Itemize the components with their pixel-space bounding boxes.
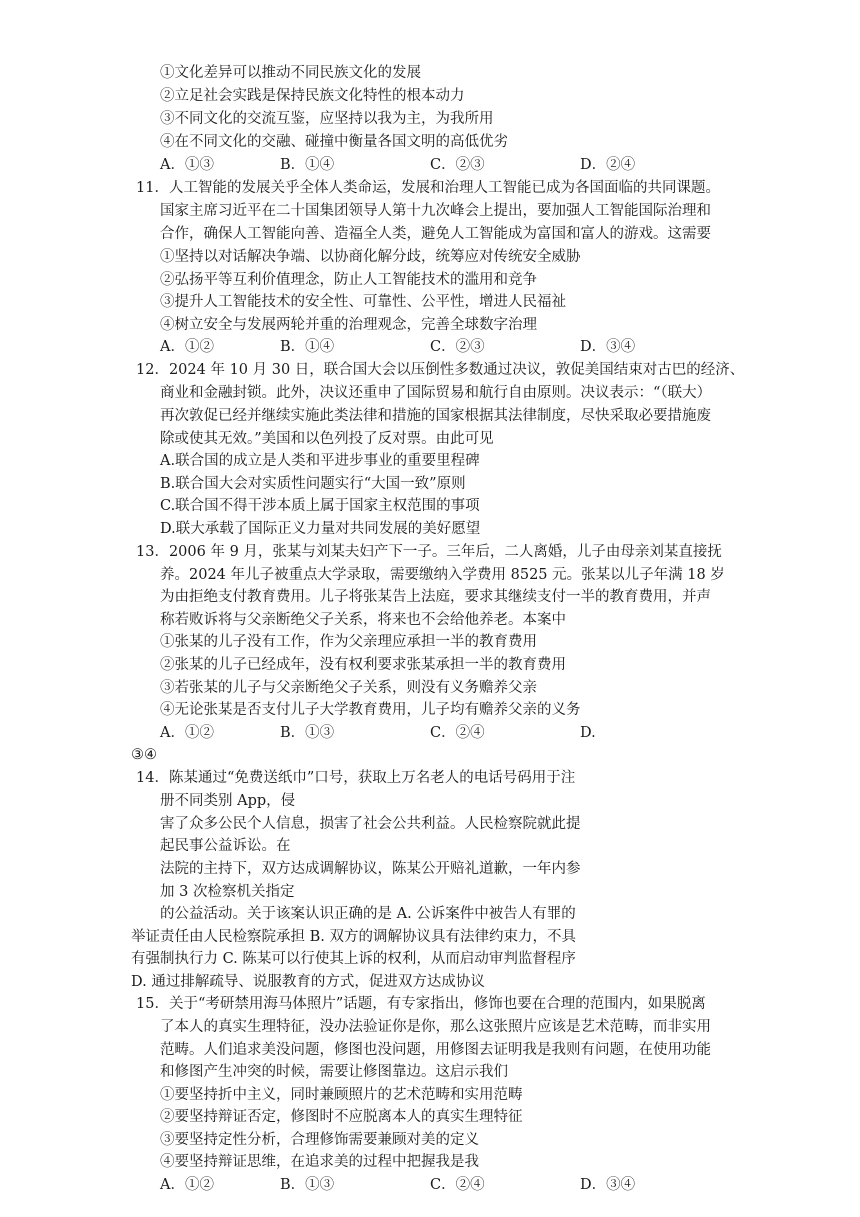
q14-line-3: 害了众多公民个人信息，损害了社会公共利益。人民检察院就此提 <box>160 816 581 832</box>
q10-option-b: B．①④ <box>280 157 335 173</box>
q13-stem-line-3: 为由拒绝支付教育费用。儿子将张某告上法庭，要求其继续支付一半的教育费用，并声 <box>160 589 711 605</box>
q12-option-c: C.联合国不得干涉本质上属于国家主权范围的事项 <box>160 498 480 514</box>
q11-option-d: D．③④ <box>580 339 636 355</box>
q11-stem-line-1: 11．人工智能的发展关乎全体人类命运，发展和治理人工智能已成为各国面临的共同课题。 <box>136 180 720 196</box>
q13-option-b: B．①③ <box>280 725 335 741</box>
q14-line-8: 举证责任由人民检察院承担 B. 双方的调解协议具有法律约束力，不具 <box>131 929 576 945</box>
q15-option-d: D．③④ <box>580 1177 636 1193</box>
q11-statement-1: ①坚持以对话解决争端、以协商化解分歧，统筹应对传统安全威胁 <box>160 249 581 265</box>
q10-statement-1: ①文化差异可以推动不同民族文化的发展 <box>160 65 421 81</box>
q15-option-a: A．①② <box>160 1177 214 1193</box>
q11-stem-line-2: 国家主席习近平在二十国集团领导人第十九次峰会上提出，要加强人工智能国际治理和 <box>160 203 711 219</box>
q15-statement-1: ①要坚持折中主义，同时兼顾照片的艺术范畴和实用范畴 <box>160 1087 523 1103</box>
q15-statement-2: ②要坚持辩证否定，修图时不应脱离本人的真实生理特征 <box>160 1109 523 1125</box>
q14-line-4: 起民事公益诉讼。在 <box>160 838 291 854</box>
q11-option-a: A．①② <box>160 339 214 355</box>
q15-stem-line-2: 了本人的真实生理特征，没办法验证你是你，那么这张照片应该是艺术范畴，而非实用 <box>160 1019 711 1035</box>
q14-line-9: 有强制执行力 C. 陈某可以行使其上诉的权利，从而启动审判监督程序 <box>131 951 576 967</box>
q12-stem-line-1: 12．2024 年 10 月 30 日，联合国大会以压倒性多数通过决议，敦促美国结束对古巴的经济、 <box>136 362 745 378</box>
q11-statement-3: ③提升人工智能技术的安全性、可靠性、公平性，增进人民福祉 <box>160 294 566 310</box>
q10-statement-3: ③不同文化的交流互鉴，应坚持以我为主，为我所用 <box>160 111 494 127</box>
q13-option-d: D. <box>580 725 596 741</box>
q14-line-6: 加 3 次检察机关指定 <box>160 884 295 900</box>
q13-option-a: A．①② <box>160 725 214 741</box>
q14-line-5: 法院的主持下，双方达成调解协议，陈某公开赔礼道歉，一年内参 <box>160 861 581 877</box>
q12-stem-line-4: 除或使其无效。”美国和以色列投了反对票。由此可见 <box>160 431 494 447</box>
q11-statement-2: ②弘扬平等互利价值理念，防止人工智能技术的滥用和竞争 <box>160 272 537 288</box>
q14-line-2: 册不同类别 App，侵 <box>160 793 296 809</box>
q12-stem-line-3: 再次敦促已经并继续实施此类法律和措施的国家根据其法律制度，尽快采取必要措施废 <box>160 408 711 424</box>
q11-option-c: C．②③ <box>430 339 485 355</box>
q12-option-a: A.联合国的成立是人类和平进步事业的重要里程碑 <box>160 453 480 469</box>
q12-option-b: B.联合国大会对实质性问题实行“大国一致”原则 <box>160 476 466 492</box>
q15-statement-4: ④要坚持辩证思维，在追求美的过程中把握我是我 <box>160 1154 479 1170</box>
q13-option-d-wrap: ③④ <box>131 747 157 763</box>
q14-line-10: D. 通过排解疏导、说服教育的方式，促进双方达成协议 <box>131 974 485 990</box>
q15-option-b: B．①③ <box>280 1177 335 1193</box>
q13-statement-4: ④无论张某是否支付儿子大学教育费用，儿子均有赡养父亲的义务 <box>160 702 581 718</box>
q14-line-1: 14．陈某通过“免费送纸巾”口号，获取上万名老人的电话号码用于注 <box>136 770 576 786</box>
q11-stem-line-3: 合作，确保人工智能向善、造福全人类，避免人工智能成为富国和富人的游戏。这需要 <box>160 226 711 242</box>
q13-statement-1: ①张某的儿子没有工作，作为父亲理应承担一半的教育费用 <box>160 634 537 650</box>
q13-statement-2: ②张某的儿子已经成年，没有权利要求张某承担一半的教育费用 <box>160 657 566 673</box>
q10-option-c: C．②③ <box>430 157 485 173</box>
q15-option-c: C．②④ <box>430 1177 485 1193</box>
q10-statement-4: ④在不同文化的交融、碰撞中衡量各国文明的高低优劣 <box>160 134 508 150</box>
q10-statement-2: ②立足社会实践是保持民族文化特性的根本动力 <box>160 88 465 104</box>
q13-stem-line-4: 称若败诉将与父亲断绝父子关系，将来也不会给他养老。本案中 <box>160 612 566 628</box>
q13-option-c: C．②④ <box>430 725 485 741</box>
q13-stem-line-1: 13．2006 年 9 月，张某与刘某夫妇产下一子。三年后，二人离婚，儿子由母亲刘某直接抚 <box>136 544 722 560</box>
q15-statement-3: ③要坚持定性分析，合理修饰需要兼顾对美的定义 <box>160 1132 479 1148</box>
q15-stem-line-1: 15．关于“考研禁用海马体照片”话题，有专家指出，修饰也要在合理的范围内，如果脱离 <box>136 996 706 1012</box>
q10-option-a: A．①③ <box>160 157 214 173</box>
q13-stem-line-2: 养。2024 年儿子被重点大学录取，需要缴纳入学费用 8525 元。张某以儿子年满 18 岁 <box>160 567 725 583</box>
q15-stem-line-3: 范畴。人们追求美没问题，修图也没问题，用修图去证明我是我则有问题，在使用功能 <box>160 1042 711 1058</box>
q11-option-b: B．①④ <box>280 339 335 355</box>
q12-stem-line-2: 商业和金融封锁。此外，决议还重申了国际贸易和航行自由原则。决议表示：“（联大） <box>160 385 712 401</box>
q14-line-7: 的公益活动。关于该案认识正确的是 A. 公诉案件中被告人有罪的 <box>160 906 576 922</box>
q10-option-d: D．②④ <box>580 157 636 173</box>
q12-option-d: D.联大承载了国际正义力量对共同发展的美好愿望 <box>160 521 481 537</box>
q11-statement-4: ④树立安全与发展两轮并重的治理观念，完善全球数字治理 <box>160 317 537 333</box>
q15-stem-line-4: 和修图产生冲突的时候，需要让修图靠边。这启示我们 <box>160 1064 508 1080</box>
q13-statement-3: ③若张某的儿子与父亲断绝父子关系，则没有义务赡养父亲 <box>160 680 537 696</box>
